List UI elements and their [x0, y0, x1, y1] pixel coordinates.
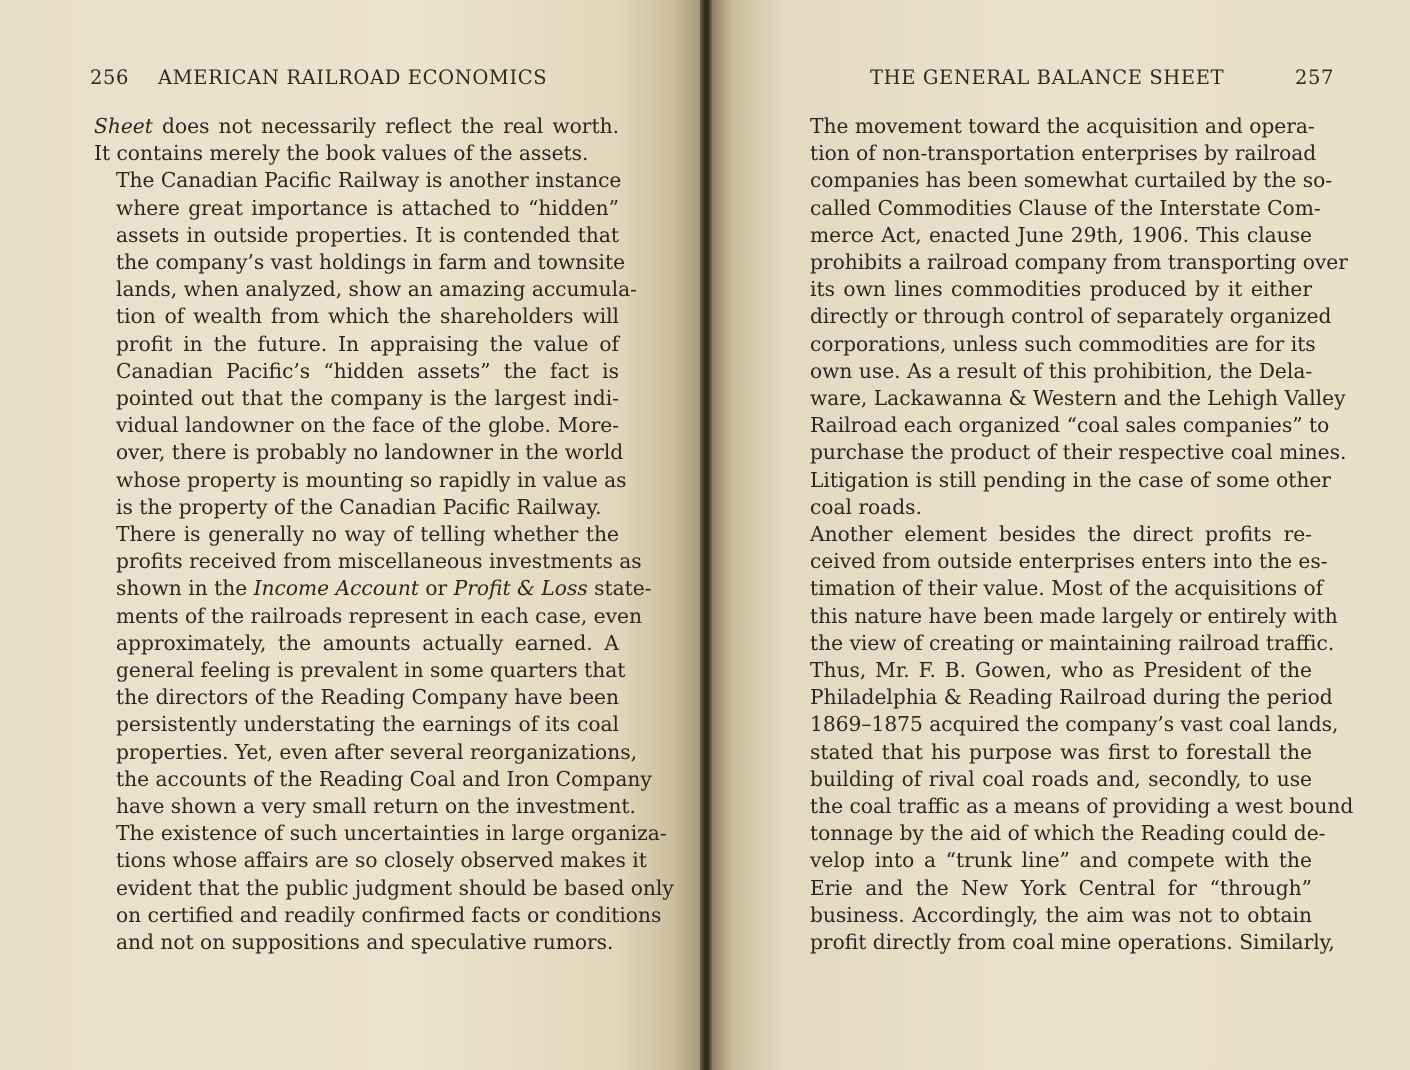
- text-run: vidual landowner on the face of the globe. More-: [116, 413, 619, 438]
- text-run: Thus, Mr. F. B. Gowen, who as President of the: [810, 658, 1312, 683]
- text-run: Another element besides the direct profits re-: [810, 522, 1312, 547]
- text-run: Canadian Pacific’s “hidden assets” the fact is: [116, 358, 619, 383]
- text-line: [788, 875, 1312, 902]
- text-run: the directors of the Reading Company have been: [116, 685, 619, 710]
- text-run: state-: [587, 576, 652, 601]
- text-run: the coal traffic as a means of providing a west bound: [810, 794, 1354, 819]
- text-run: this nature have been made largely or entirely with: [810, 603, 1338, 628]
- text-line: [94, 793, 636, 820]
- text-line: [94, 902, 662, 929]
- running-head: THE GENERAL BALANCE SHEET: [870, 66, 1225, 89]
- text-line: [94, 249, 626, 276]
- text-run: Litigation is still pending in the case of some other: [810, 467, 1331, 492]
- text-run: business. Accordingly, the aim was not to obtain: [810, 902, 1312, 927]
- text-line: [788, 331, 1316, 358]
- paragraph: [94, 167, 637, 521]
- paragraph: [788, 113, 1348, 521]
- text-line: [94, 222, 619, 249]
- text-line: [788, 684, 1333, 711]
- text-line: [788, 657, 1312, 684]
- text-line: [94, 521, 619, 548]
- text-line: [788, 521, 1312, 548]
- text-run: the view of creating or maintaining railroad traffic.: [810, 630, 1335, 655]
- text-line: [788, 358, 1312, 385]
- text-line: [788, 494, 1312, 521]
- text-line: [788, 140, 1317, 167]
- text-run: on certified and readily confirmed facts or conditions: [116, 902, 662, 927]
- text-run: The Canadian Pacific Railway is another instance: [116, 168, 622, 193]
- text-line: [94, 630, 619, 657]
- text-line: [788, 929, 1335, 956]
- text-run: is the property of the Canadian Pacific Railway.: [116, 494, 602, 519]
- text-line: [788, 222, 1312, 249]
- text-line: [788, 793, 1354, 820]
- text-run: ware, Lackawanna & Western and the Lehigh Valley: [810, 386, 1346, 411]
- text-line: [94, 603, 642, 630]
- text-run: where great importance is attached to “hidden”: [116, 195, 619, 220]
- text-line: [788, 439, 1347, 466]
- text-run: prohibits a railroad company from transporting over: [810, 250, 1348, 275]
- text-run: Philadelphia & Reading Railroad during the period: [810, 685, 1333, 710]
- text-line: [94, 766, 652, 793]
- text-run: tion of non-transportation enterprises by railroad: [810, 141, 1317, 166]
- text-run: or: [418, 576, 454, 601]
- text-line: [788, 820, 1326, 847]
- running-head: AMERICAN RAILROAD ECONOMICS: [158, 66, 548, 89]
- paragraph: [94, 521, 674, 956]
- text-run: merce Act, enacted June 29th, 1906. This clause: [810, 222, 1312, 247]
- text-run: its own lines commodities produced by it either: [810, 277, 1312, 302]
- text-line: [788, 113, 1315, 140]
- text-run: coal roads.: [810, 494, 922, 519]
- text-run: the accounts of the Reading Coal and Iron Company: [116, 766, 652, 791]
- text-run: pointed out that the company is the largest indi-: [116, 386, 619, 411]
- text-line: [94, 739, 637, 766]
- text-run: velop into a “trunk line” and compete with the: [810, 848, 1312, 873]
- text-run: There is generally no way of telling whether the: [116, 522, 619, 547]
- text-run: properties. Yet, even after several reorganizations,: [116, 739, 637, 764]
- text-run: It contains merely the book values of the assets.: [94, 141, 589, 166]
- left-page: [0, 0, 700, 1070]
- right-page: [712, 0, 1410, 1070]
- italic-term: Income Account: [253, 576, 419, 601]
- text-run: does not necessarily reflect the real worth.: [152, 114, 619, 138]
- text-line: [788, 902, 1312, 929]
- text-line: [94, 494, 619, 521]
- text-line: [788, 575, 1324, 602]
- text-line: [94, 303, 619, 330]
- text-run: corporations, unless such commodities are for its: [810, 331, 1316, 356]
- text-run: Erie and the New York Central for “through”: [810, 875, 1312, 900]
- text-run: Railroad each organized “coal sales companies” to: [810, 413, 1330, 438]
- text-run: shown in the: [116, 576, 254, 601]
- paragraph: [788, 521, 1354, 956]
- text-line: [94, 847, 647, 874]
- text-line: [94, 820, 667, 847]
- text-run: building of rival coal roads and, secondly, to use: [810, 766, 1312, 791]
- text-line: [788, 467, 1331, 494]
- text-line: [94, 467, 627, 494]
- text-run: tonnage by the aid of which the Reading could de-: [810, 821, 1326, 846]
- text-line: [788, 276, 1312, 303]
- text-line: [94, 684, 619, 711]
- text-line: [94, 195, 619, 222]
- text-run: tion of wealth from which the shareholders will: [116, 304, 619, 329]
- text-line: [788, 303, 1332, 330]
- text-run: purchase the product of their respective coal mines.: [810, 440, 1347, 465]
- text-line: [94, 358, 619, 385]
- text-line: [788, 630, 1335, 657]
- text-line: [94, 412, 619, 439]
- text-run: persistently understating the earnings of its coal: [116, 712, 619, 737]
- text-line: [94, 548, 642, 575]
- text-run: ceived from outside enterprises enters into the es-: [810, 549, 1328, 574]
- text-line: [788, 412, 1330, 439]
- page-number: 256: [90, 66, 130, 89]
- text-run: directly or through control of separately organized: [810, 304, 1332, 329]
- text-run: profit directly from coal mine operations. Similarly,: [810, 930, 1335, 955]
- text-run: over, there is probably no landowner in the world: [116, 440, 624, 465]
- text-run: profits received from miscellaneous investments as: [116, 549, 642, 574]
- text-line: [788, 195, 1321, 222]
- text-line: [788, 739, 1312, 766]
- text-line: [94, 657, 626, 684]
- text-run: tions whose affairs are so closely observed makes it: [116, 848, 647, 873]
- text-line: [788, 548, 1328, 575]
- text-run: have shown a very small return on the investment.: [116, 794, 636, 819]
- text-line: [94, 385, 619, 412]
- text-line: [94, 167, 622, 194]
- text-line: [94, 711, 619, 738]
- text-line: [94, 276, 637, 303]
- text-line: [94, 113, 619, 140]
- text-run: assets in outside properties. It is contended that: [116, 222, 619, 247]
- text-line: [788, 603, 1338, 630]
- right-page-body: [788, 113, 1354, 956]
- text-line: [788, 711, 1339, 738]
- text-line: [94, 331, 619, 358]
- text-run: evident that the public judgment should be based only: [116, 875, 674, 900]
- paragraph: [94, 113, 619, 167]
- italic-term: Profit & Loss: [453, 576, 588, 601]
- text-run: lands, when analyzed, show an amazing accumula-: [116, 277, 637, 302]
- text-line: [788, 385, 1346, 412]
- text-line: [94, 929, 619, 956]
- text-run: 1869–1875 acquired the company’s vast coal lands,: [810, 712, 1339, 737]
- text-run: general feeling is prevalent in some quarters that: [116, 658, 626, 683]
- text-line: [788, 249, 1348, 276]
- text-run: The existence of such uncertainties in large organiza-: [116, 821, 667, 846]
- text-run: the company’s vast holdings in farm and townsite: [116, 250, 626, 275]
- text-run: whose property is mounting so rapidly in value as: [116, 467, 627, 492]
- text-run: profit in the future. In appraising the value of: [116, 331, 619, 356]
- text-run: The movement toward the acquisition and opera-: [810, 114, 1315, 138]
- text-run: stated that his purpose was first to forestall the: [810, 739, 1312, 764]
- text-run: ments of the railroads represent in each case, even: [116, 603, 642, 628]
- text-run: called Commodities Clause of the Interstate Com-: [810, 195, 1321, 220]
- page-number: 257: [1295, 66, 1335, 89]
- text-line: [788, 847, 1312, 874]
- left-page-body: [94, 113, 674, 956]
- book-gutter: [700, 0, 712, 1070]
- text-run: companies has been somewhat curtailed by the so-: [810, 168, 1333, 193]
- italic-term: Sheet: [94, 114, 153, 138]
- text-run: approximately, the amounts actually earned. A: [116, 630, 619, 655]
- text-line: [94, 575, 652, 602]
- text-run: timation of their value. Most of the acquisitions of: [810, 576, 1324, 601]
- text-line: [94, 439, 624, 466]
- text-line: [788, 766, 1312, 793]
- text-run: own use. As a result of this prohibition, the Dela-: [810, 358, 1313, 383]
- text-run: and not on suppositions and speculative rumors.: [116, 930, 614, 955]
- text-line: [94, 875, 674, 902]
- text-line: [94, 140, 619, 167]
- text-line: [788, 167, 1333, 194]
